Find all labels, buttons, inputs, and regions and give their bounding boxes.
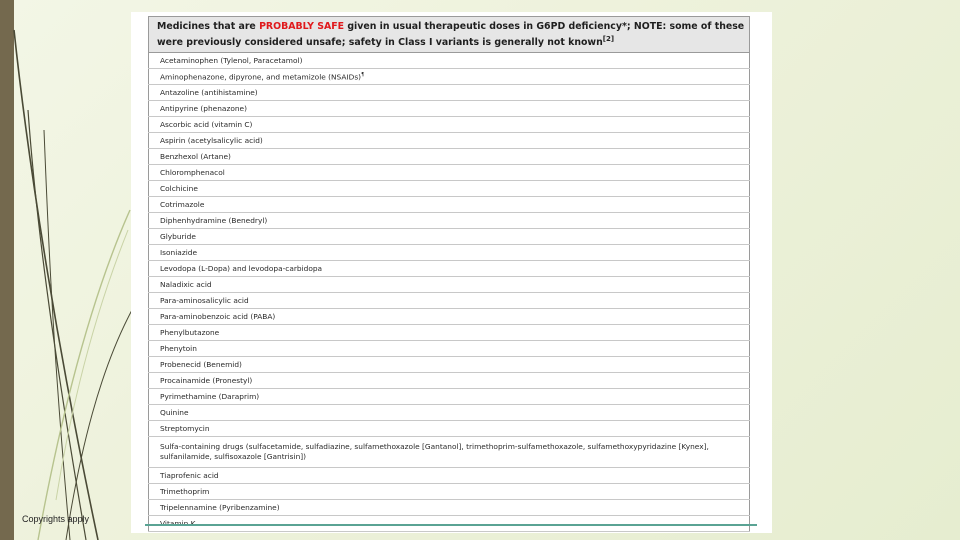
table-row (149, 293, 750, 309)
table-cell: Phenylbutazone (149, 325, 750, 341)
table-panel (131, 12, 772, 533)
table-row (149, 261, 750, 277)
table-row (149, 85, 750, 101)
table-cell (149, 69, 750, 85)
table-cell: Sulfa-containing drugs (sulfacetamide, sulfadiazine, sulfamethoxazole [Gantanol], trimethoprim-sulfamethoxazole, sulfamethoxypyridazine [Kynex], sulfanilamide, sulfisoxazole [Gantrisin]) (149, 437, 750, 468)
safe-medicines-table (148, 16, 750, 532)
footnote-marker[interactable]: ¶ (361, 72, 365, 79)
bottom-divider (145, 524, 757, 526)
table-cell: Procainamide (Pronestyl) (149, 373, 750, 389)
table-cell: Phenytoin (149, 341, 750, 357)
decorative-swoosh-lines (0, 0, 140, 540)
table-header-row (149, 17, 750, 53)
table-row (149, 213, 750, 229)
table-cell: Para-aminosalicylic acid (149, 293, 750, 309)
table-row (149, 165, 750, 181)
table-row (149, 309, 750, 325)
table-cell-text: Aminophenazone, dipyrone, and metamizole (NSAIDs) (160, 72, 362, 82)
table-cell: Chloromphenacol (149, 165, 750, 181)
table-row (149, 357, 750, 373)
table-row (149, 389, 750, 405)
table-header (149, 17, 750, 53)
header-text-start: Medicines that are (157, 21, 260, 32)
table-cell: Para-aminobenzoic acid (PABA) (149, 309, 750, 325)
table-cell: Aspirin (acetylsalicylic acid) (149, 133, 750, 149)
table-row (149, 500, 750, 516)
table-row (149, 229, 750, 245)
table-row (149, 325, 750, 341)
table-cell: Isoniazide (149, 245, 750, 261)
table-row (149, 405, 750, 421)
table-cell: Acetaminophen (Tylenol, Paracetamol) (149, 53, 750, 69)
table-row (149, 117, 750, 133)
table-cell: Tripelennamine (Pyribenzamine) (149, 500, 750, 516)
header-highlight: PROBABLY SAFE (259, 21, 345, 32)
table-cell: Colchicine (149, 181, 750, 197)
table-row (149, 373, 750, 389)
table-cell: Streptomycin (149, 421, 750, 437)
table-row (149, 69, 750, 85)
table-cell: Ascorbic acid (vitamin C) (149, 117, 750, 133)
table-row (149, 133, 750, 149)
table-cell: Benzhexol (Artane) (149, 149, 750, 165)
table-row (149, 437, 750, 468)
table-row (149, 277, 750, 293)
table-cell: Cotrimazole (149, 197, 750, 213)
table-cell: Antazoline (antihistamine) (149, 85, 750, 101)
header-reference[interactable]: [2] (602, 35, 615, 43)
table-cell: Quinine (149, 405, 750, 421)
table-row (149, 53, 750, 69)
header-text-end: given in usual therapeutic doses in G6PD deficiency*; NOTE: some of these were previously considered unsafe; safety in Class I variants is generally not known (157, 21, 745, 49)
table-row (149, 149, 750, 165)
table-cell: Diphenhydramine (Benedryl) (149, 213, 750, 229)
table-row (149, 197, 750, 213)
table-row (149, 101, 750, 117)
table-row (149, 245, 750, 261)
table-cell: Naladixic acid (149, 277, 750, 293)
table-row (149, 421, 750, 437)
table-cell: Trimethoprim (149, 484, 750, 500)
table-cell: Levodopa (L-Dopa) and levodopa-carbidopa (149, 261, 750, 277)
copyright-notice: Copyrights apply (22, 514, 90, 524)
table-cell: Glyburide (149, 229, 750, 245)
table-cell: Tiaprofenic acid (149, 468, 750, 484)
table-cell: Pyrimethamine (Daraprim) (149, 389, 750, 405)
table-cell: Probenecid (Benemid) (149, 357, 750, 373)
table-row (149, 468, 750, 484)
table-cell: Antipyrine (phenazone) (149, 101, 750, 117)
table-row (149, 484, 750, 500)
table-row (149, 341, 750, 357)
table-row (149, 181, 750, 197)
